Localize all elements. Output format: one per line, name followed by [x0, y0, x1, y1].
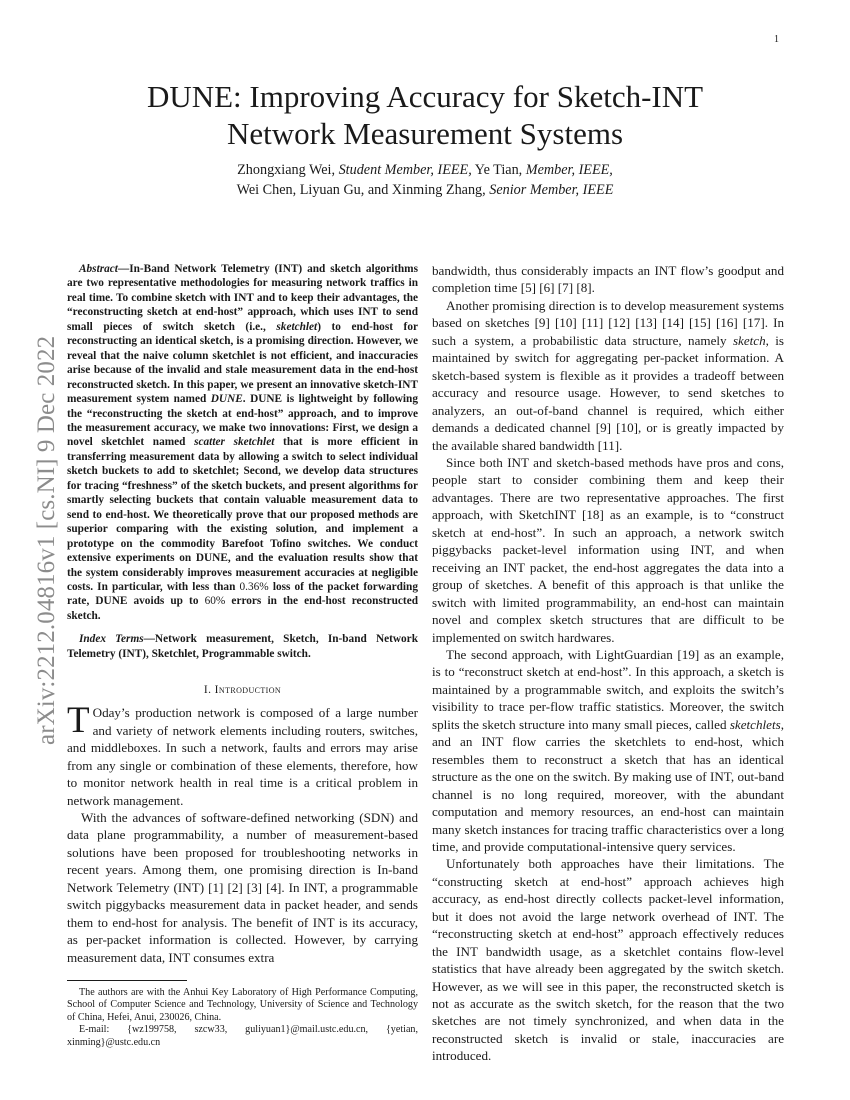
- author-affil: Member, IEEE,: [525, 162, 613, 178]
- abstract-text: —In-Band Network Telemetry (INT) and sketch algorithms are two representative methodologies for measuring network traffics in real time. To combine sketch with INT and to keep their advantages, the “reconstructing sketch at end-host” approach, which uses INT to send small pieces of switch sketch (i.e.,: [67, 263, 418, 333]
- abstract-number: 60%: [204, 595, 226, 608]
- body-paragraph: [432, 297, 784, 454]
- abstract-emph: scatter sketchlet: [194, 436, 275, 449]
- index-terms-label: Index Terms: [79, 633, 144, 646]
- author-affil: Senior Member, IEEE: [489, 182, 614, 198]
- paragraph-text: The second approach, with LightGuardian [19] as an example, is to “reconstruct sketch at end-host”. In this approach, a sketch is maintained by a programmable switch, and exploits the switch’s visibility to trace per-flow traffic statistics. Moreover, the switch splits the sketch structure into many small pieces, called: [432, 646, 784, 732]
- author-text: Wei Chen, Liyuan Gu, and Xinming Zhang,: [236, 182, 490, 198]
- abstract-text: . DUNE is lightweight by following the “reconstructing the sketch at end-host” approach, and to improve the measurement accuracy, we make two innovations: First, we design a novel sketchlet named: [67, 393, 418, 449]
- abstract-text: errors in the end-host reconstructed sketch.: [67, 595, 418, 622]
- body-paragraph: [432, 646, 784, 855]
- abstract-number: 0.36%: [239, 580, 269, 593]
- author-affil: Student Member, IEEE,: [338, 162, 472, 178]
- index-terms-text: —Network measurement, Sketch, In-band Network Telemetry (INT), Sketchlet, Programmable switch.: [67, 633, 418, 660]
- intro-paragraph-1: [67, 700, 418, 809]
- footnote-rule: [67, 980, 187, 981]
- page-number: 1: [774, 34, 779, 45]
- arxiv-stamp: arXiv:2212.04816v1 [cs.NI] 9 Dec 2022: [33, 335, 60, 745]
- section-heading: I. Introduction: [203, 684, 282, 697]
- index-terms: [67, 632, 418, 661]
- author-text: Ye Tian,: [471, 162, 526, 178]
- paper-title: [100, 78, 750, 152]
- abstract-label: Abstract: [79, 263, 118, 275]
- drop-cap: T: [67, 700, 90, 742]
- paragraph-text: , is maintained by switch for aggregating per-packet information. A sketch-based system is flexible as it provides a tradeoff between accuracy and resource usage. However, to send sketches to analyzers, an out-of-band channel is required, which either demands a dedicated channel [9] [10], or is greatly impacted by the available shared bandwidth [11].: [432, 332, 785, 453]
- body-paragraph: Since both INT and sketch-based methods have pros and cons, people start to consider combining them and keep their advantages. There are two representative approaches. The first approach, with SketchINT [18] as an example, is to “construct sketch at end-host”. In such an approach, a network switch piggybacks packet-level information using INT, and when receiving an INT packet, the end-host aggregates the data into a group of sketches. A benefit of this approach is that unlike the switch with limited programmability, an end-host can maintain novel and complex sketch structures that are difficult to be implemented on switch hardwares.: [432, 454, 784, 645]
- abstract-text: loss of the packet forwarding rate, DUNE avoids up to: [67, 580, 418, 608]
- paragraph-text: , and an INT flow carries the sketchlets to end-host, which resembles them to reconstruct a sketch that has an identical structure as the one on the switch. By making use of INT, out-band channel is no long required, moreover, with the abundant computation and memory resources, an end-host can maintain many sketch instances for tracing traffic characteristics over a long time, and provide computational-intensive query services.: [432, 716, 784, 854]
- body-paragraph: Unfortunately both approaches have their limitations. The “constructing sketch at end-host” approach achieves high accuracy, as end-host directly collects packet-level information, but it does not avoid the large network overhead of INT. The “reconstructing sketch at end-host” approach effectively reduces the INT bandwidth usage, as a sketchlet contains flow-level statistics that have already been aggregated by the switch sketch. However, as we will see in this paper, the reconstructed sketch is not as accurate as the switch sketch, for the reason that the two sketches are not timely synchronized, and when data in the reconstructed sketch is invalid or stale, inaccuracies are introduced.: [432, 856, 784, 1064]
- abstract: [67, 262, 418, 623]
- footnote-affiliation: The authors are with the Anhui Key Laboratory of High Performance Computing, School of Computer Science and Technology, University of Science and Technology of China, Hefei, Anui, 230026, China.: [67, 987, 418, 1023]
- author-list: [100, 160, 750, 200]
- author-line-2: [100, 180, 750, 200]
- left-column: [67, 262, 418, 1049]
- author-text: Zhongxiang Wei,: [237, 162, 339, 178]
- title-line-1: DUNE: Improving Accuracy for Sketch-INT: [146, 79, 704, 114]
- paragraph-text: Oday’s production network is composed of a large number and variety of network elements including routers, switches, and middleboxes. In such a network, faults and errors may arise from any single or combination of these elements, therefore, how to monitor network health in real time is a critical problem in network management.: [67, 705, 418, 808]
- body-paragraph: bandwidth, thus considerably impacts an INT flow’s goodput and completion time [5] [6] [7] [8].: [432, 263, 784, 296]
- paragraph-emph: sketchlets: [729, 716, 781, 732]
- abstract-text: that is more efficient in transferring measurement data by allowing a switch to select individual sketch buckets to add to sketchlet; Second, we develop data structures for tracing “freshness” of the sketch buckets, and present algorithms for smartly selecting buckets that contain valuable measurement data to send to end-host. We theoretically prove that our proposed methods are superior comparing with the existing solution, and implement a prototype on the commodity Barefoot Tofino switches. We conduct extensive experiments on DUNE, and the evaluation results show that the system considerably improves measurement accuracies at negligible costs. In particular, with less than: [67, 436, 419, 593]
- footnote-email: E-mail: {wz199758, szcw33, guliyuan1}@mail.ustc.edu.cn, {yetian, xinming}@ustc.edu.cn: [67, 1024, 418, 1048]
- abstract-text: ) to end-host for reconstructing an identical sketch, is a promising direction. However, we reveal that the naive column sketchlet is not efficient, and inaccuracies arise because of the invalid and stale measurement data in the end-host reconstructed sketch. In this paper, we present an innovative sketch-INT measurement system named: [67, 320, 418, 406]
- paragraph-emph: sketch: [732, 332, 766, 348]
- title-line-2: Network Measurement Systems: [226, 116, 624, 151]
- author-line-1: [100, 160, 750, 180]
- paragraph-text: Another promising direction is to develop measurement systems based on sketches [9] [10] [11] [12] [13] [14] [15] [16] [17]. In such a system, a probabilistic data structure, namely: [432, 297, 784, 348]
- abstract-emph: sketchlet: [276, 320, 318, 333]
- intro-paragraph-2: With the advances of software-defined networking (SDN) and data plane programmability, a number of measurement-based solutions have been proposed for troubleshooting networks in recent years. Among them, one promising direction is In-band Network Telemetry (INT) [1] [2] [3] [4]. In INT, a programmable switch piggybacks measurement data in packet header, and sends them to end-host for analysis. The benefit of INT is its accuracy, as per-packet information is collected. However, by carrying measurement data, INT consumes extra: [67, 809, 418, 965]
- abstract-emph: DUNE: [210, 393, 243, 406]
- right-column: [432, 262, 784, 1065]
